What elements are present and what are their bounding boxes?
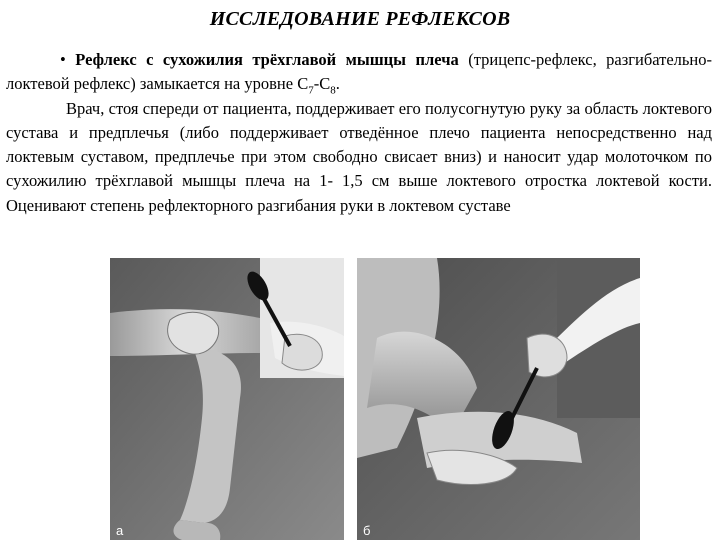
bullet: • <box>60 50 66 69</box>
segment-dash: -С <box>313 74 331 94</box>
photo-a-label: а <box>116 523 124 538</box>
paragraph-triceps-reflex <box>6 48 712 97</box>
segment-subscript-8: 8 <box>330 84 336 97</box>
photo-b <box>357 258 640 540</box>
page-title: ИССЛЕДОВАНИЕ РЕФЛЕКСОВ <box>209 8 511 30</box>
photo-b-illustration <box>357 258 640 540</box>
paragraph-end: . <box>335 74 340 94</box>
photo-b-label: б <box>363 523 371 538</box>
paragraph-text: (трицепс-рефлекс, разгибательно-локтевой рефлекс) замыкается на уровне С <box>6 50 713 94</box>
photo-a <box>110 258 344 540</box>
segment-subscript-7: 7 <box>308 84 314 97</box>
photo-a-illustration <box>110 258 344 540</box>
paragraph-lead: Рефлекс с сухожилия трёхглавой мышцы плеча <box>75 50 459 69</box>
body-text <box>6 48 712 218</box>
paragraph-method: Врач, стоя спереди от пациента, поддерживает его полусогнутую руку за область локтевого сустава и предплечья (либо поддерживает отведённое плечо пациента непосредственно над локтевым суставом, предплечье при этом свободно свисает вниз) и наносит удар молоточком по сухожилию трёхглавой мышцы плеча на 1- 1,5 см выше локтевого отростка локтевой кости. Оценивают степень рефлекторного разгибания руки в локтевом суставе <box>6 98 712 215</box>
